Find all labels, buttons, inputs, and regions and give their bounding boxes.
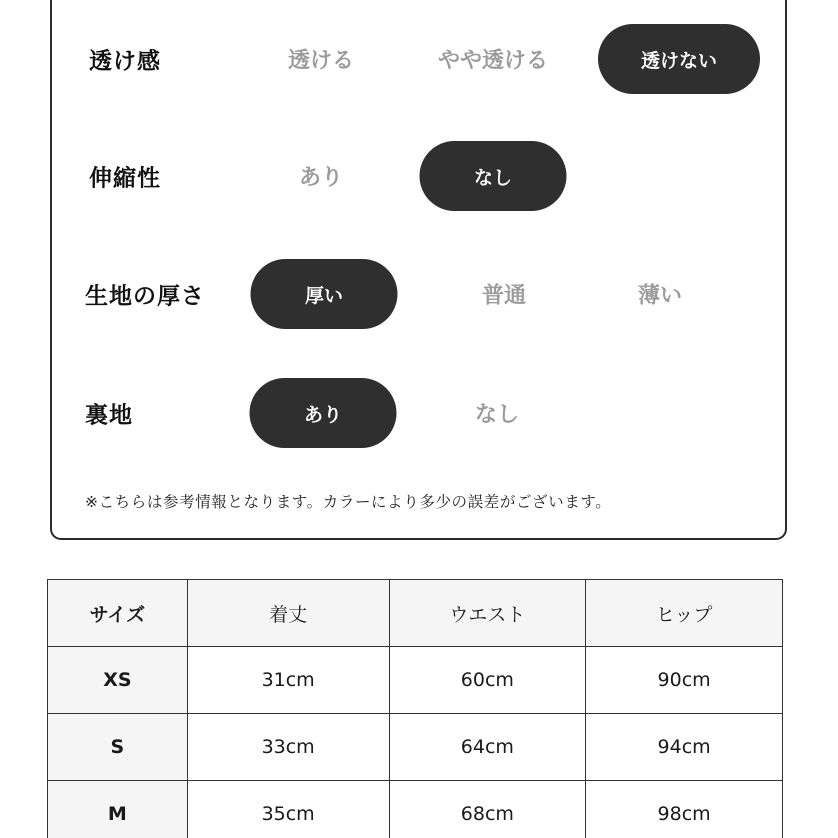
size-label: S xyxy=(48,714,188,781)
option-lining-no: なし xyxy=(474,402,520,428)
header-size: サイズ xyxy=(48,580,188,647)
hip-cell: 94cm xyxy=(586,714,783,781)
hip-cell: 98cm xyxy=(586,781,783,838)
header-waist: ウエスト xyxy=(389,580,586,647)
attr-label: 生地の厚さ xyxy=(85,283,205,310)
table-row xyxy=(48,714,783,781)
size-label: XS xyxy=(48,647,188,714)
hip-cell: 90cm xyxy=(586,647,783,714)
disclaimer-note: ※こちらは参考情報となります。カラーにより多少の誤差がございます。 xyxy=(85,493,612,511)
attr-row-stretch xyxy=(52,141,785,211)
option-slightly-transparent: やや透ける xyxy=(437,48,549,74)
option-normal: 普通 xyxy=(481,283,527,309)
option-lining-yes-selected: あり xyxy=(250,378,397,448)
size-label: M xyxy=(48,781,188,838)
header-hip: ヒップ xyxy=(586,580,783,647)
option-stretch-no-selected: なし xyxy=(420,141,567,211)
attr-row-thickness xyxy=(52,259,785,329)
attr-label: 透け感 xyxy=(89,48,161,75)
table-row xyxy=(48,781,783,838)
attr-label: 裏地 xyxy=(85,402,133,429)
header-length: 着丈 xyxy=(187,580,389,647)
option-thin: 薄い xyxy=(637,283,683,309)
attr-row-transparency xyxy=(52,24,785,94)
option-not-transparent-selected: 透けない xyxy=(598,24,760,94)
waist-cell: 64cm xyxy=(389,714,586,781)
size-table xyxy=(47,579,783,838)
table-row xyxy=(48,647,783,714)
length-cell: 31cm xyxy=(187,647,389,714)
length-cell: 33cm xyxy=(187,714,389,781)
option-stretch-yes: あり xyxy=(298,165,344,191)
option-transparent: 透ける xyxy=(287,48,355,74)
waist-cell: 68cm xyxy=(389,781,586,838)
fabric-info-card xyxy=(50,0,787,540)
waist-cell: 60cm xyxy=(389,647,586,714)
option-thick-selected: 厚い xyxy=(251,259,398,329)
length-cell: 35cm xyxy=(187,781,389,838)
attr-label: 伸縮性 xyxy=(89,165,161,192)
attr-row-lining xyxy=(52,378,785,448)
table-header-row xyxy=(48,580,783,647)
